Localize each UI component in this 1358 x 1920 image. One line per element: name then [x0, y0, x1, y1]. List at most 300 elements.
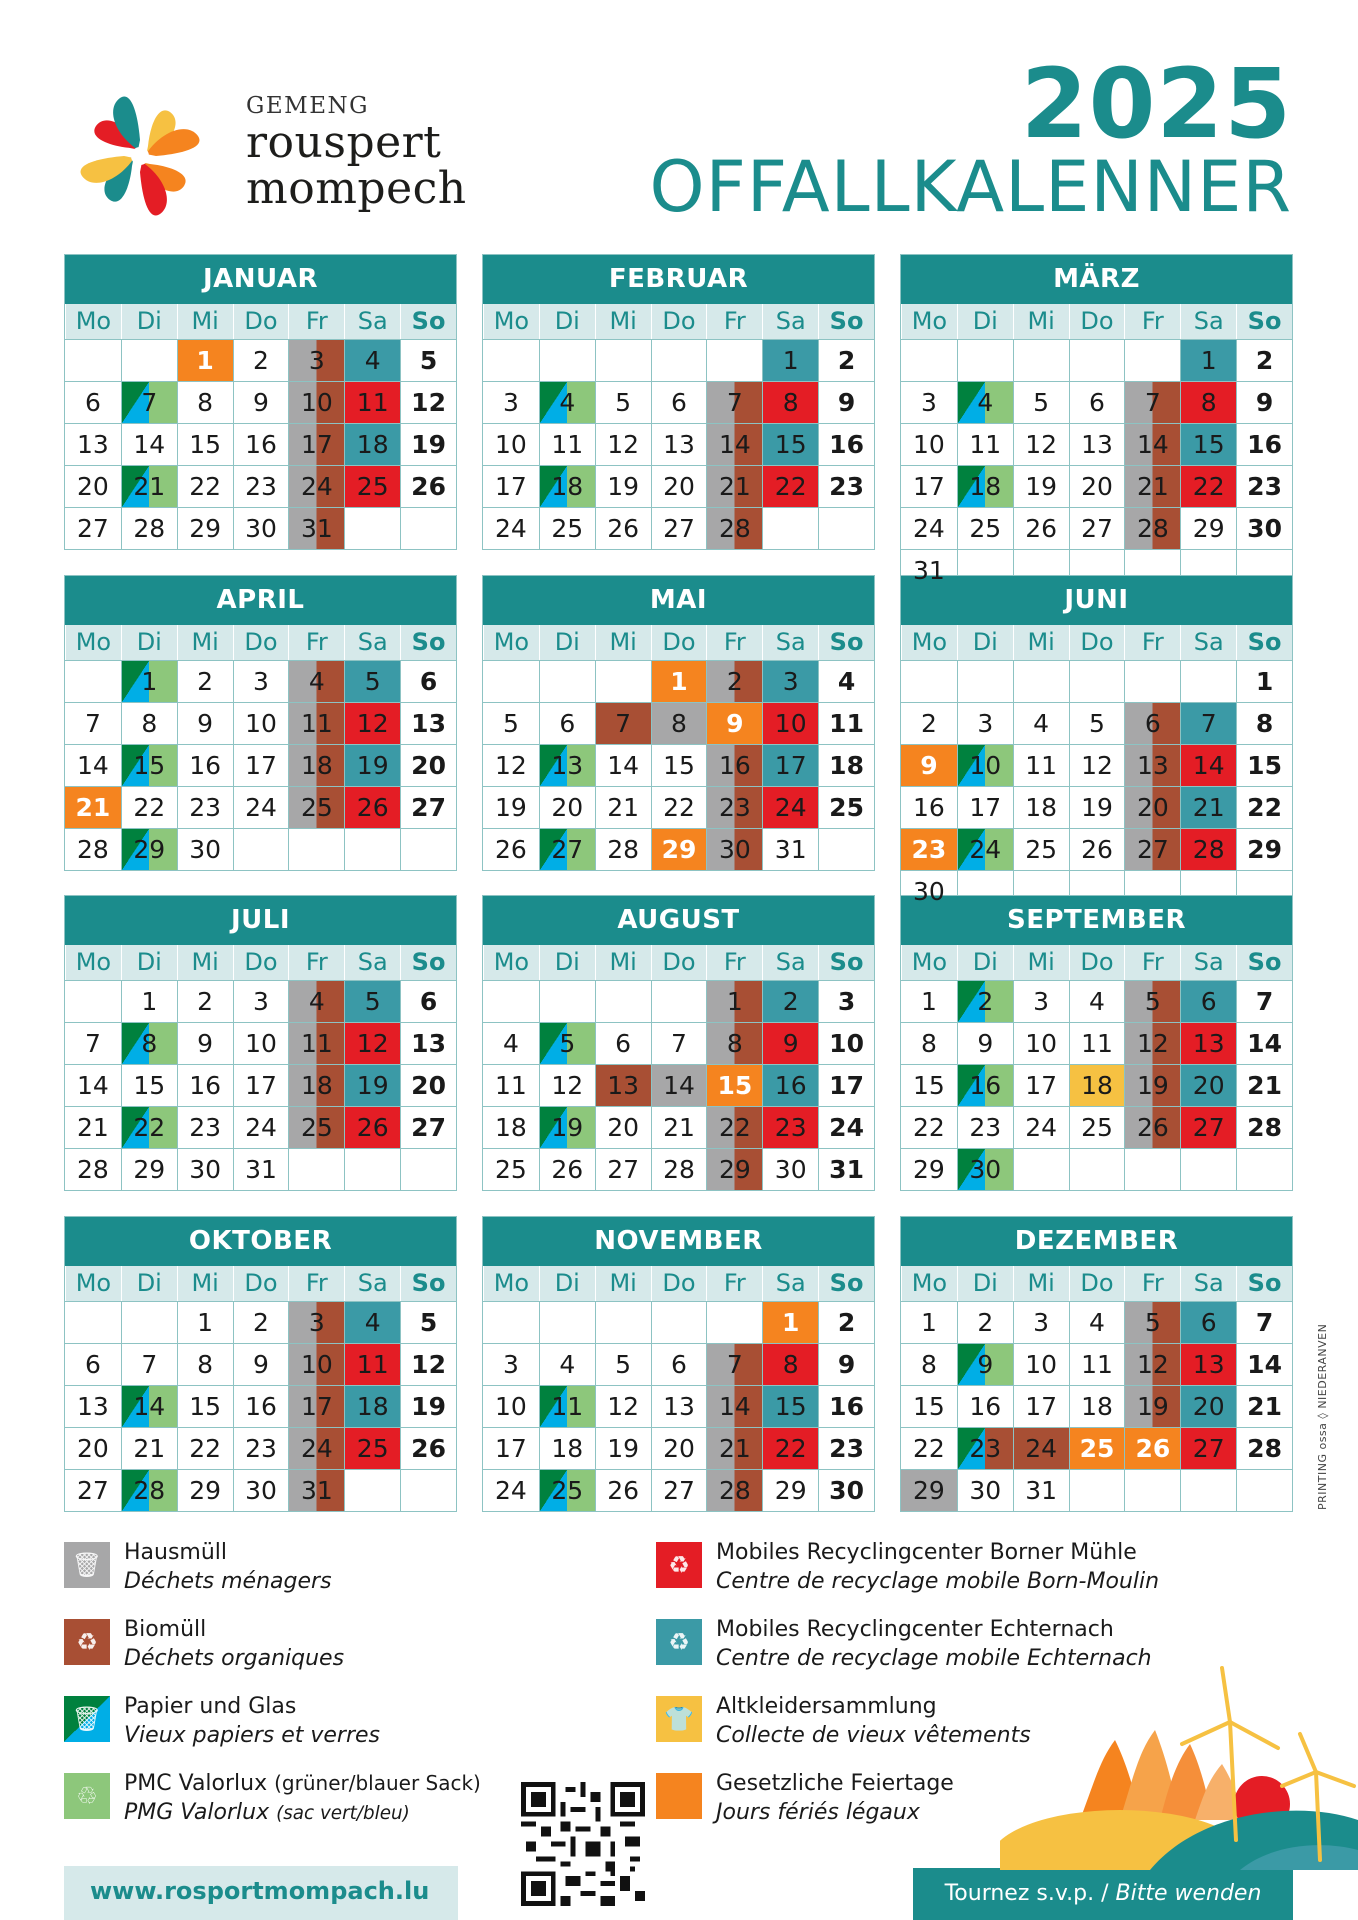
day-cell [400, 980, 456, 1022]
day-cell [1069, 1385, 1125, 1427]
weekday-header: Mi [595, 625, 651, 660]
day-cell [1236, 1022, 1292, 1064]
day-number: 30 [913, 877, 945, 906]
day-cell [483, 507, 539, 549]
weekday-header: Mo [901, 1266, 957, 1301]
day-cell [288, 1064, 344, 1106]
day-cell [595, 1427, 651, 1469]
day-number: 29 [774, 1476, 807, 1505]
day-number: 2 [253, 346, 269, 375]
day-number: 23 [774, 1113, 807, 1142]
day-number: 3 [1033, 1308, 1050, 1337]
day-number: 10 [969, 751, 1002, 780]
day-number: 20 [663, 472, 695, 501]
day-number: 7 [84, 709, 101, 738]
day-cell [539, 1427, 595, 1469]
day-number: 11 [551, 430, 584, 459]
day-number: 6 [419, 667, 438, 696]
day-cell [400, 702, 456, 744]
weekday-header: Mo [483, 304, 539, 339]
empty-cell [539, 980, 595, 1022]
empty-cell [1069, 660, 1125, 702]
day-number: 17 [245, 1071, 277, 1100]
day-cell [65, 1064, 121, 1106]
day-number: 19 [1136, 1071, 1169, 1100]
day-number: 7 [1255, 987, 1274, 1016]
bag-icon: ♲ [64, 1773, 110, 1819]
month-grid [65, 945, 456, 1190]
day-number: 27 [411, 793, 446, 822]
day-number: 5 [502, 709, 519, 738]
month-oktober [64, 1216, 457, 1512]
weekday-header: Do [1069, 945, 1125, 980]
day-number: 11 [356, 1350, 389, 1379]
day-cell [288, 465, 344, 507]
day-cell [177, 702, 233, 744]
day-number: 23 [829, 1434, 864, 1463]
day-number: 20 [1192, 1392, 1225, 1421]
day-cell [762, 1064, 818, 1106]
day-cell [288, 507, 344, 549]
day-cell [121, 1106, 177, 1148]
day-cell [1236, 1106, 1292, 1148]
day-cell [400, 1301, 456, 1343]
weekday-header: Do [651, 304, 707, 339]
day-number: 2 [837, 346, 856, 375]
weekday-header: Di [539, 304, 595, 339]
day-cell [288, 1427, 344, 1469]
turn-label: Tournez s.v.p. / [944, 1881, 1116, 1906]
day-cell [1180, 1301, 1236, 1343]
day-number: 8 [197, 1350, 214, 1379]
empty-cell [400, 1148, 456, 1190]
day-cell [539, 828, 595, 870]
day-cell [1236, 1064, 1292, 1106]
day-number: 9 [920, 751, 938, 780]
day-number: 19 [1081, 793, 1113, 822]
day-cell [651, 702, 707, 744]
day-cell [595, 786, 651, 828]
day-cell [121, 507, 177, 549]
day-cell [818, 465, 874, 507]
day-number: 6 [1144, 709, 1161, 738]
day-number: 24 [1025, 1434, 1058, 1463]
month-november [482, 1216, 875, 1512]
weekday-header: Di [121, 625, 177, 660]
month-grid [483, 1266, 874, 1511]
day-cell [177, 1427, 233, 1469]
day-number: 10 [495, 430, 527, 459]
empty-cell [288, 1148, 344, 1190]
day-number: 23 [829, 472, 864, 501]
day-number: 2 [1255, 346, 1274, 375]
day-cell [1180, 339, 1236, 381]
empty-cell [595, 1301, 651, 1343]
month-grid [901, 304, 1292, 591]
day-number: 12 [411, 1350, 446, 1379]
weekday-header: Do [233, 304, 289, 339]
day-number: 6 [1200, 987, 1217, 1016]
day-number: 2 [197, 987, 214, 1016]
day-number: 1 [782, 346, 799, 375]
day-number: 11 [551, 1392, 584, 1421]
day-number: 30 [829, 1476, 864, 1505]
month-title: DEZEMBER [901, 1217, 1292, 1266]
day-number: 4 [837, 667, 856, 696]
day-number: 7 [671, 1029, 687, 1058]
day-number: 8 [141, 1029, 158, 1058]
empty-cell [1180, 1148, 1236, 1190]
day-number: 12 [1136, 1029, 1169, 1058]
day-cell [177, 786, 233, 828]
day-number: 4 [1089, 1308, 1105, 1337]
day-cell [595, 465, 651, 507]
empty-cell [344, 1148, 400, 1190]
legend-label-fr: Collecte de vieux vêtements [716, 1723, 1031, 1748]
day-number: 7 [141, 388, 158, 417]
month-dezember [900, 1216, 1293, 1512]
day-number: 10 [913, 430, 945, 459]
day-number: 25 [1079, 1434, 1115, 1463]
month-juli [64, 895, 457, 1191]
day-cell [233, 465, 289, 507]
empty-cell [1013, 660, 1069, 702]
day-number: 30 [189, 1155, 222, 1184]
day-number: 1 [670, 667, 688, 696]
day-number: 23 [1247, 472, 1282, 501]
weekday-header: So [1236, 625, 1292, 660]
day-cell [483, 702, 539, 744]
day-number: 3 [308, 346, 325, 375]
empty-cell [1236, 1148, 1292, 1190]
day-number: 26 [411, 1434, 446, 1463]
day-number: 5 [419, 1308, 438, 1337]
day-number: 26 [356, 1113, 389, 1142]
legend-label-fr: Vieux papiers et verres [124, 1723, 381, 1748]
day-number: 29 [189, 514, 222, 543]
day-number: 26 [607, 1476, 640, 1505]
day-cell [762, 465, 818, 507]
weekday-header: So [818, 304, 874, 339]
legend-label-fr: Centre de recyclage mobile Born-Moulin [716, 1569, 1160, 1594]
month-grid [483, 304, 874, 549]
day-number: 29 [189, 1476, 222, 1505]
empty-cell [762, 507, 818, 549]
empty-cell [400, 828, 456, 870]
day-cell [762, 1022, 818, 1064]
empty-cell [818, 828, 874, 870]
day-cell [901, 1106, 957, 1148]
day-cell [288, 1469, 344, 1511]
legend-label-de: Biomüll [124, 1617, 207, 1642]
month-mai [482, 575, 875, 871]
day-number: 21 [1192, 793, 1225, 822]
day-number: 22 [1192, 472, 1225, 501]
day-number: 27 [411, 1113, 446, 1142]
day-cell [818, 1301, 874, 1343]
day-number: 13 [77, 430, 109, 459]
day-cell [957, 381, 1013, 423]
legend-label-fr: Déchets ménagers [124, 1569, 332, 1594]
day-cell [1180, 1106, 1236, 1148]
day-number: 14 [607, 751, 640, 780]
day-number: 30 [969, 1155, 1002, 1184]
day-cell [483, 465, 539, 507]
month-grid [901, 1266, 1292, 1511]
day-cell [233, 1022, 289, 1064]
day-cell [706, 660, 762, 702]
day-number: 23 [189, 1113, 222, 1142]
weekday-header: So [818, 945, 874, 980]
weekday-header: Mi [177, 945, 233, 980]
day-cell [818, 702, 874, 744]
day-number: 9 [726, 709, 744, 738]
day-number: 21 [663, 1113, 695, 1142]
day-number: 16 [245, 1392, 277, 1421]
day-cell [483, 1022, 539, 1064]
day-number: 11 [969, 430, 1002, 459]
day-number: 22 [663, 793, 695, 822]
day-number: 16 [969, 1071, 1002, 1100]
day-cell [344, 702, 400, 744]
day-cell [65, 1385, 121, 1427]
day-cell [957, 828, 1013, 870]
day-number: 7 [1200, 709, 1217, 738]
day-number: 18 [969, 472, 1002, 501]
day-cell [1069, 1022, 1125, 1064]
empty-cell [1180, 1469, 1236, 1511]
day-number: 1 [1200, 346, 1217, 375]
day-cell [177, 1064, 233, 1106]
day-cell [400, 423, 456, 465]
day-number: 2 [253, 1308, 269, 1337]
day-number: 14 [133, 1392, 166, 1421]
day-number: 5 [615, 388, 632, 417]
weekday-header: Do [651, 1266, 707, 1301]
day-number: 19 [495, 793, 527, 822]
day-number: 26 [607, 514, 640, 543]
day-cell [818, 660, 874, 702]
day-cell [483, 744, 539, 786]
day-cell [818, 1469, 874, 1511]
day-cell [901, 1148, 957, 1190]
day-cell [706, 1427, 762, 1469]
day-cell [344, 980, 400, 1022]
website-link[interactable]: www.rosportmompach.lu [64, 1866, 458, 1920]
day-cell [901, 1427, 957, 1469]
empty-cell [706, 1301, 762, 1343]
day-cell [1013, 423, 1069, 465]
day-cell [1013, 507, 1069, 549]
empty-cell [65, 660, 121, 702]
day-cell [1013, 465, 1069, 507]
day-cell [400, 1064, 456, 1106]
day-number: 8 [197, 388, 214, 417]
day-cell [233, 1343, 289, 1385]
day-number: 17 [300, 1392, 333, 1421]
day-number: 6 [559, 709, 576, 738]
day-number: 6 [84, 388, 101, 417]
day-cell [1180, 1064, 1236, 1106]
month-grid [901, 625, 1292, 912]
day-cell [483, 1064, 539, 1106]
day-number: 27 [77, 514, 109, 543]
landscape-illustration [1000, 1660, 1358, 1870]
day-number: 25 [495, 1155, 527, 1184]
month-grid [483, 625, 874, 870]
day-number: 19 [356, 1071, 389, 1100]
day-cell [1180, 786, 1236, 828]
day-number: 5 [1144, 987, 1161, 1016]
day-cell [901, 1469, 957, 1511]
day-cell [1013, 828, 1069, 870]
day-cell [344, 744, 400, 786]
month-august [482, 895, 875, 1191]
day-cell [121, 1385, 177, 1427]
day-number: 17 [913, 472, 945, 501]
weekday-header: Mi [595, 304, 651, 339]
bio-bin-icon: ♻ [64, 1619, 110, 1665]
day-number: 20 [77, 1434, 109, 1463]
turn-label-italic: Bitte wenden [1115, 1881, 1262, 1906]
day-number: 8 [1255, 709, 1274, 738]
day-number: 5 [364, 667, 381, 696]
empty-cell [901, 339, 957, 381]
day-number: 5 [419, 346, 438, 375]
day-cell [344, 1385, 400, 1427]
weekday-header: Di [539, 1266, 595, 1301]
day-cell [1236, 1301, 1292, 1343]
legend-label-de: PMC Valorlux [124, 1771, 268, 1796]
day-number: 16 [1247, 430, 1282, 459]
day-cell [901, 702, 957, 744]
day-cell [651, 507, 707, 549]
day-number: 2 [977, 987, 994, 1016]
weekday-header: Sa [1180, 304, 1236, 339]
day-number: 30 [245, 1476, 277, 1505]
weekday-header: Sa [344, 625, 400, 660]
day-cell [706, 1064, 762, 1106]
day-number: 13 [1192, 1029, 1225, 1058]
day-number: 30 [969, 1476, 1002, 1505]
day-cell [957, 1301, 1013, 1343]
day-cell [651, 1022, 707, 1064]
day-number: 18 [300, 751, 333, 780]
day-number: 4 [502, 1029, 519, 1058]
day-cell [483, 1148, 539, 1190]
weekday-header: So [400, 625, 456, 660]
weekday-header: Di [957, 945, 1013, 980]
day-number: 23 [189, 793, 222, 822]
day-number: 24 [245, 1113, 277, 1142]
day-cell [344, 339, 400, 381]
day-number: 29 [1192, 514, 1225, 543]
day-number: 18 [356, 430, 389, 459]
day-number: 10 [245, 709, 277, 738]
day-number: 29 [133, 1155, 166, 1184]
day-cell [539, 702, 595, 744]
day-number: 21 [133, 1434, 166, 1463]
day-number: 4 [308, 667, 325, 696]
day-number: 7 [1144, 388, 1161, 417]
day-cell [121, 786, 177, 828]
day-number: 26 [1081, 835, 1113, 864]
weekday-header: Do [651, 945, 707, 980]
day-number: 15 [189, 1392, 222, 1421]
day-cell [233, 786, 289, 828]
day-number: 14 [663, 1071, 695, 1100]
day-cell [177, 339, 233, 381]
day-cell [1180, 828, 1236, 870]
day-cell [65, 1343, 121, 1385]
day-number: 30 [718, 835, 751, 864]
legend-pmc [64, 1769, 481, 1828]
day-number: 10 [300, 1350, 333, 1379]
day-cell [1069, 702, 1125, 744]
day-number: 21 [607, 793, 640, 822]
day-number: 13 [411, 709, 446, 738]
municipality-prefix: GEMENG [246, 93, 370, 119]
empty-cell [1124, 1148, 1180, 1190]
day-number: 19 [607, 1434, 640, 1463]
weekday-header: Fr [706, 625, 762, 660]
day-number: 28 [718, 514, 751, 543]
day-cell [400, 339, 456, 381]
day-number: 23 [718, 793, 751, 822]
day-number: 31 [829, 1155, 864, 1184]
day-number: 23 [245, 1434, 277, 1463]
empty-cell [65, 339, 121, 381]
day-cell [762, 1469, 818, 1511]
day-cell [1236, 1343, 1292, 1385]
day-cell [121, 1427, 177, 1469]
day-cell [65, 1427, 121, 1469]
day-cell [177, 1469, 233, 1511]
day-cell [651, 1343, 707, 1385]
empty-cell [901, 660, 957, 702]
day-cell [344, 1106, 400, 1148]
empty-cell [400, 507, 456, 549]
day-cell [1236, 339, 1292, 381]
day-number: 11 [300, 709, 333, 738]
day-number: 6 [615, 1029, 632, 1058]
day-number: 18 [551, 1434, 584, 1463]
day-cell [233, 702, 289, 744]
day-number: 24 [774, 793, 807, 822]
weekday-header: So [818, 1266, 874, 1301]
day-cell [1069, 465, 1125, 507]
day-cell [233, 507, 289, 549]
day-cell [400, 660, 456, 702]
day-number: 12 [551, 1071, 584, 1100]
day-number: 16 [189, 751, 222, 780]
day-cell [901, 828, 957, 870]
day-cell [595, 381, 651, 423]
day-number: 29 [913, 1155, 945, 1184]
day-cell [233, 744, 289, 786]
day-number: 2 [782, 987, 799, 1016]
legend-hausmuell [64, 1538, 332, 1596]
day-cell [957, 1064, 1013, 1106]
day-cell [595, 507, 651, 549]
qr-code[interactable] [521, 1782, 645, 1906]
day-number: 19 [411, 430, 446, 459]
day-cell [65, 828, 121, 870]
day-cell [818, 1148, 874, 1190]
weekday-header: Mo [65, 1266, 121, 1301]
weekday-header: Di [121, 945, 177, 980]
weekday-header: Mo [901, 304, 957, 339]
